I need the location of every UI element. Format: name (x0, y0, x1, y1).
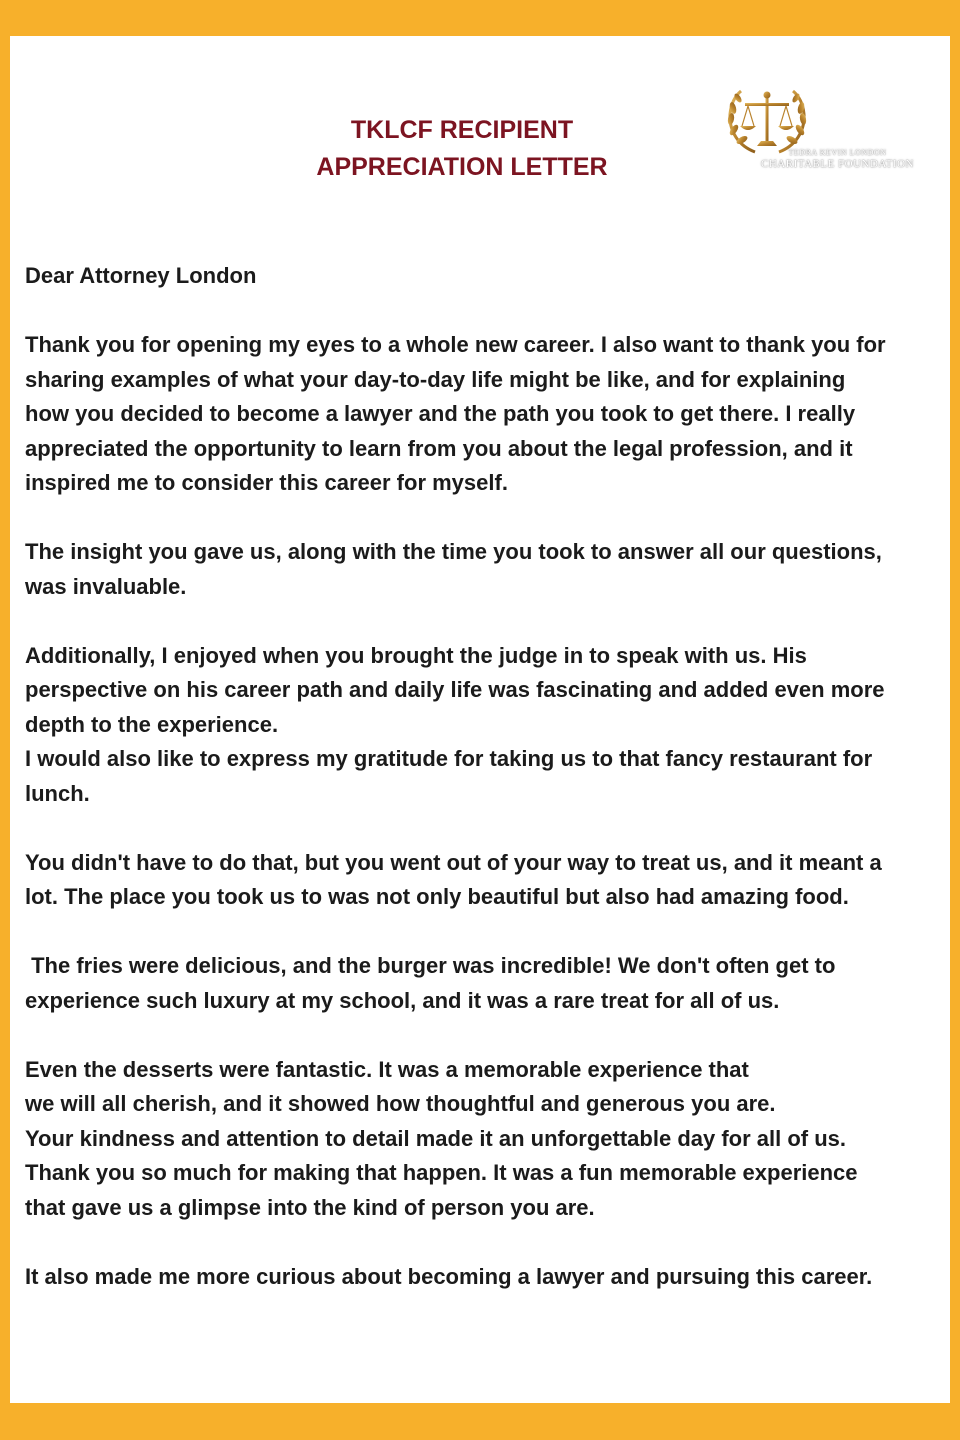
paragraph-line: The insight you gave us, along with the time you took to answer all our questions, (25, 539, 882, 564)
paragraph-6 (25, 1053, 937, 1226)
paragraph-line: lot. The place you took us to was not only beautiful but also had amazing food. (25, 884, 849, 909)
paragraph-line: lunch. (25, 780, 90, 806)
page-title (200, 112, 724, 186)
paragraph-line: sharing examples of what your day-to-day life might be like, and for explaining (25, 366, 846, 392)
title-line-2: APPRECIATION LETTER (316, 153, 608, 181)
paragraph-line: inspired me to consider this career for myself. (25, 470, 508, 495)
paragraph-line: how you decided to become a lawyer and the path you took to get there. I really (25, 401, 856, 426)
paragraph-line: Thank you for opening my eyes to a whole new career. I also want to thank you for (25, 332, 886, 357)
paragraph-line: we will all cherish, and it showed how thoughtful and generous you are. (25, 1091, 776, 1116)
paragraph-line: appreciated the opportunity to learn from you about the legal profession, and it (25, 435, 853, 461)
paragraph-line: perspective on his career path and daily life was fascinating and added even more (25, 677, 885, 702)
paragraph-line: Even the desserts were fantastic. It was a memorable experience that (25, 1056, 749, 1082)
logo-wordmark (755, 148, 920, 171)
paragraph-line: Thank you so much for making that happen. It was a fun memorable experience (25, 1160, 858, 1185)
salutation-text: Dear Attorney London (25, 263, 257, 288)
paragraph-line: depth to the experience. (25, 711, 279, 737)
paragraph-line: It also made me more curious about becoming a lawyer and pursuing this career. (25, 1263, 873, 1289)
paragraph-line: Additionally, I enjoyed when you brought the judge in to speak with us. His (25, 642, 807, 668)
paragraph-5 (25, 949, 937, 1018)
paragraph-1 (25, 328, 937, 501)
logo-line-1: TEDRA KEVIN LONDON (788, 148, 887, 157)
paragraph-line: I would also like to express my gratitude for taking us to that fancy restaurant for (25, 746, 873, 771)
paragraph-4 (25, 846, 937, 915)
paragraph-line: was invaluable. (25, 573, 187, 599)
paragraph-line: Your kindness and attention to detail made it an unforgettable day for all of us. (25, 1125, 847, 1151)
paragraph-line: that gave us a glimpse into the kind of person you are. (25, 1194, 595, 1220)
salutation (25, 259, 937, 294)
letter-body (25, 259, 937, 1329)
title-line-1: TKLCF RECIPIENT (350, 116, 574, 144)
foundation-logo (725, 86, 920, 176)
paragraph-line: experience such luxury at my school, and it was a rare treat for all of us. (25, 987, 780, 1013)
paragraph-3 (25, 639, 937, 812)
paragraph-line: You didn't have to do that, but you went out of your way to treat us, and it meant a (25, 849, 882, 875)
logo-line-2: CHARITABLE FOUNDATION (761, 158, 914, 170)
paragraph-7 (25, 1260, 937, 1295)
paragraph-2 (25, 535, 937, 604)
paragraph-line: The fries were delicious, and the burger was incredible! We don't often get to (25, 953, 836, 978)
